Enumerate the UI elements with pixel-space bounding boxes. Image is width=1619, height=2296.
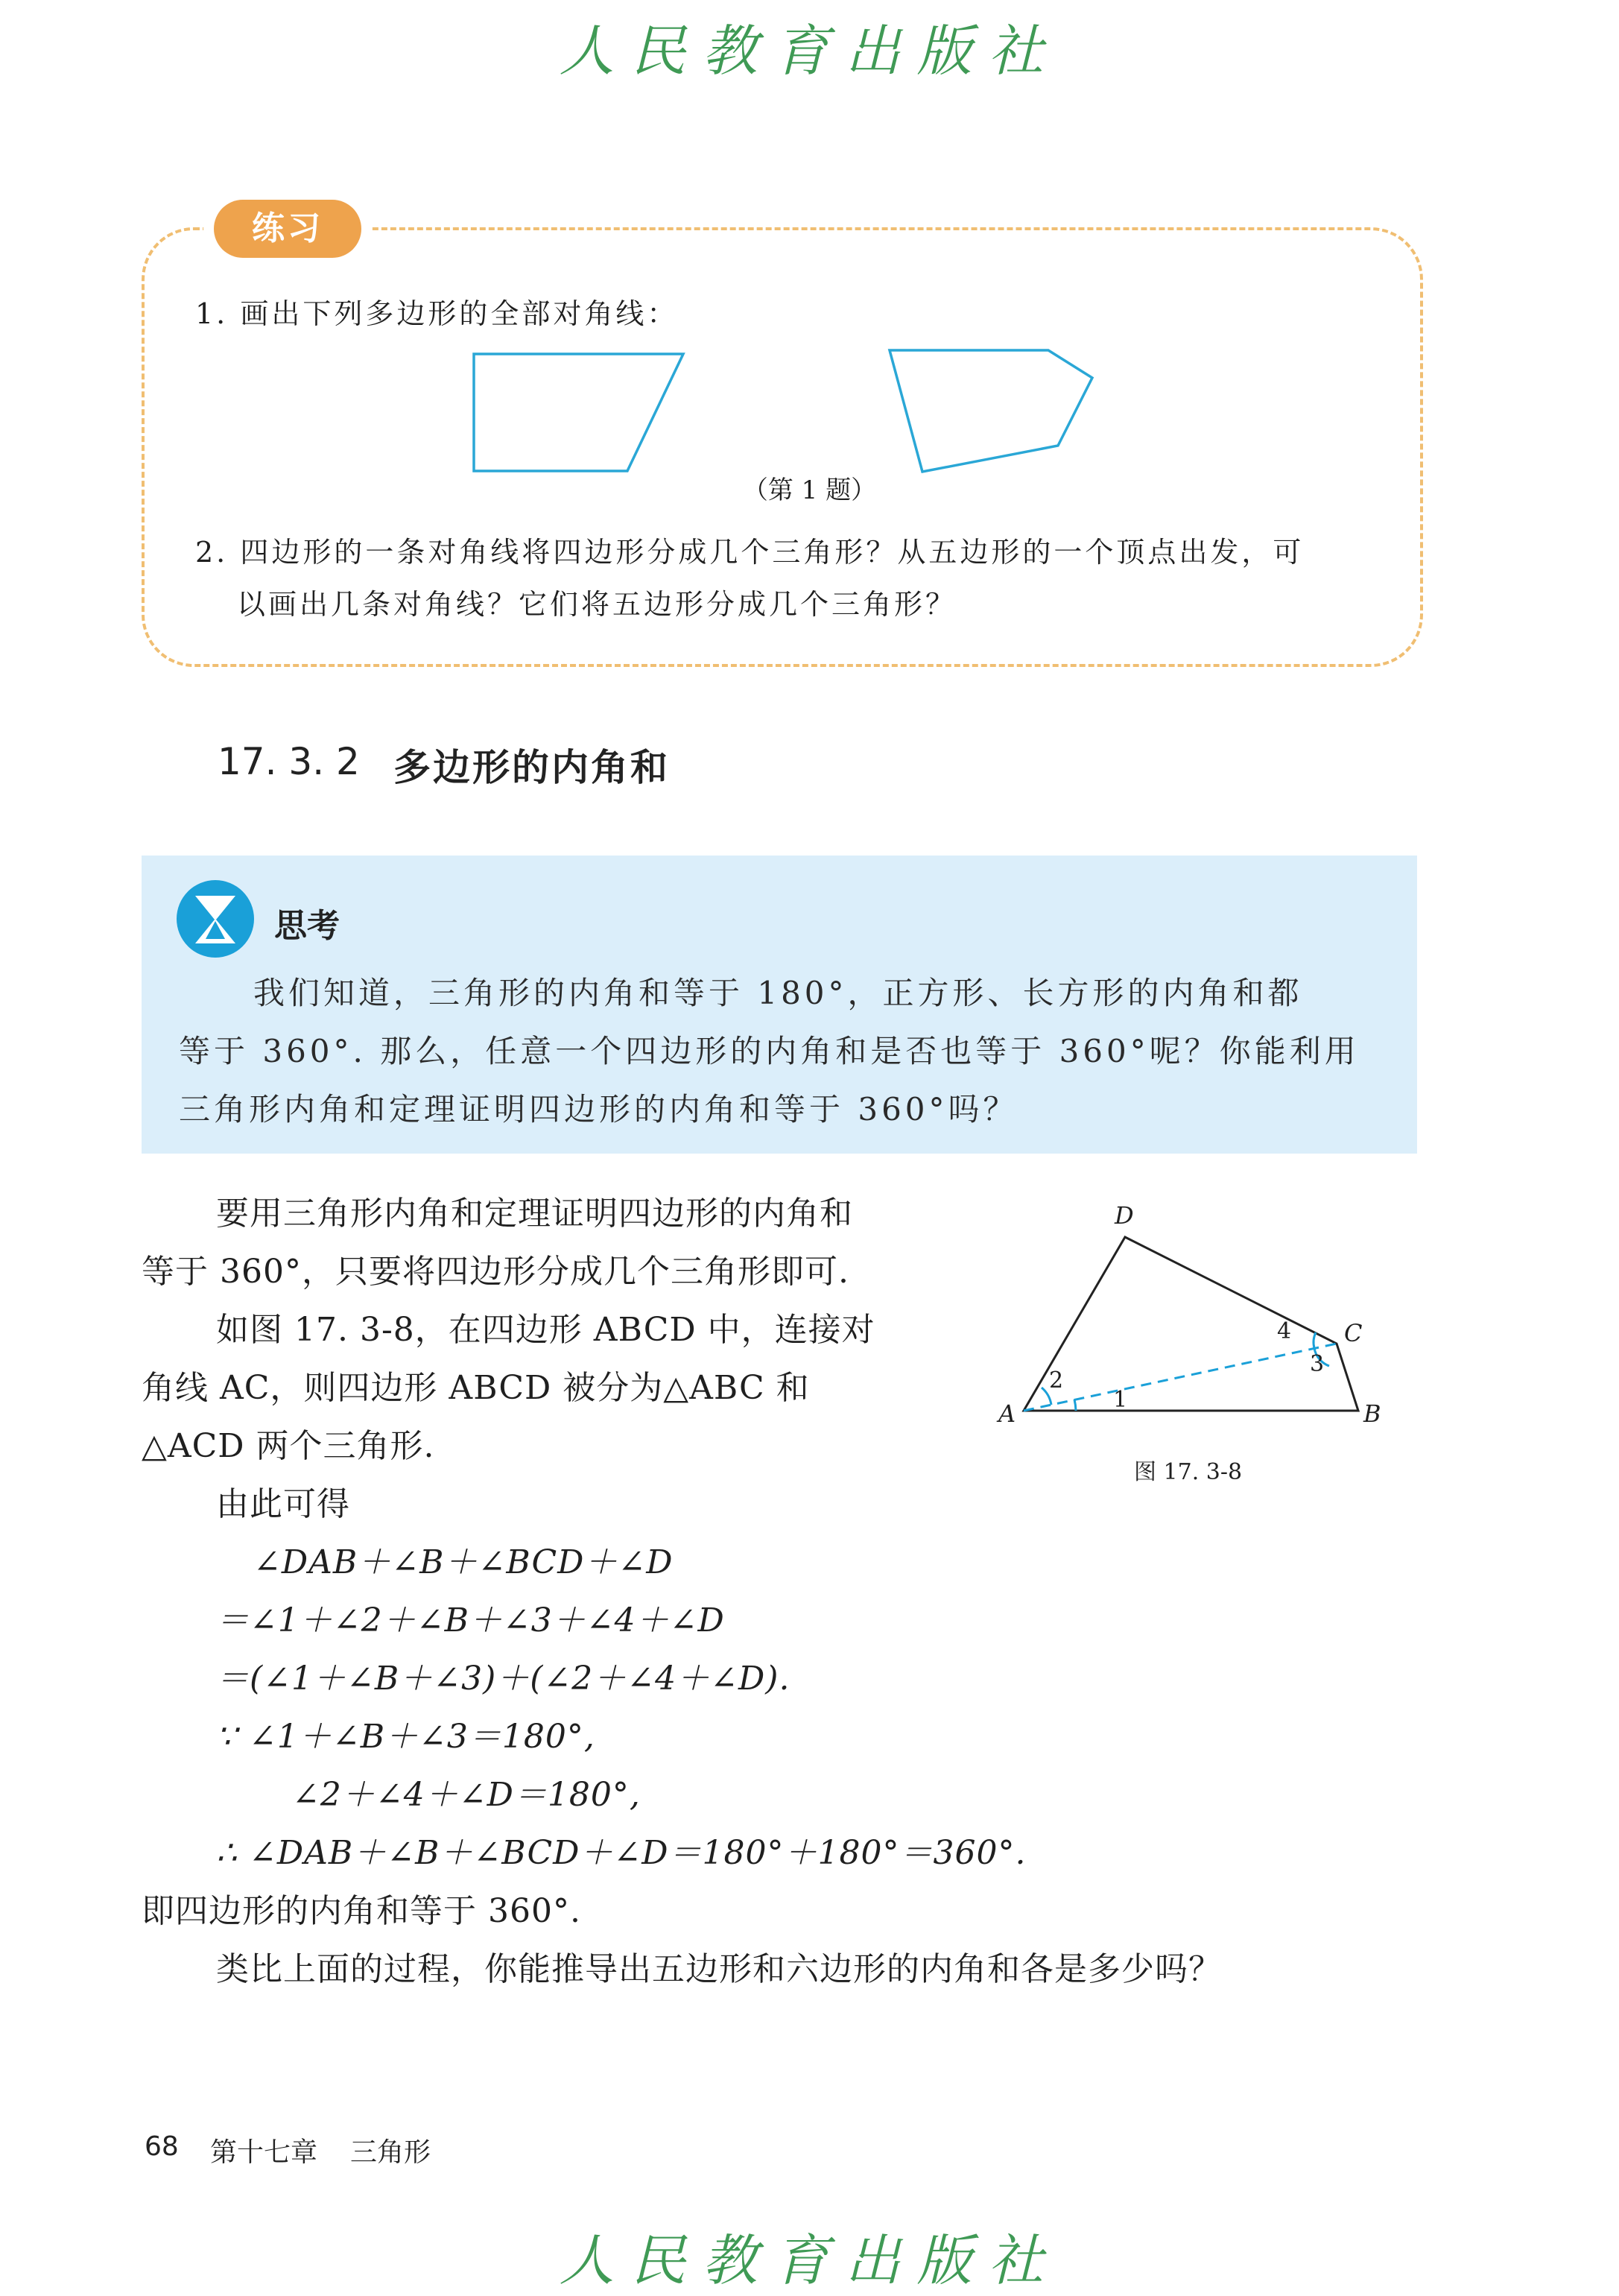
think-icon: [174, 878, 256, 960]
section-number: 17. 3. 2: [218, 740, 360, 783]
figure-17-3-8: [976, 1185, 1423, 1498]
math-line-1: ∠DAB＋∠B＋∠BCD＋∠D: [253, 1543, 674, 1581]
chapter-label: 第十七章: [210, 2137, 318, 2168]
think-line-3: 三角形内角和定理证明四边形的内角和等于 360°吗？: [179, 1091, 1018, 1128]
exercise-q2-line1: 2. 四边形的一条对角线将四边形分成几个三角形？从五边形的一个顶点出发，可: [195, 536, 1305, 569]
angle-label-3: 3: [1310, 1351, 1325, 1377]
angle-label-2: 2: [1049, 1367, 1064, 1394]
vertex-a: A: [998, 1400, 1016, 1428]
quadrilateral-abcd: [1024, 1237, 1358, 1411]
angle-arc-4: [1314, 1332, 1316, 1348]
math-line-2: ＝∠1＋∠2＋∠B＋∠3＋∠4＋∠D: [216, 1601, 725, 1639]
question-line: 类比上面的过程，你能推导出五边形和六边形的内角和各是多少吗？: [216, 1950, 1222, 1988]
angle-label-4: 4: [1277, 1318, 1292, 1344]
exercise-q1: 1. 画出下列多边形的全部对角线：: [195, 297, 679, 330]
section-title: 多边形的内角和: [393, 746, 670, 789]
math-line-5: ∠2＋∠4＋∠D＝180°,: [292, 1776, 641, 1814]
math-line-4: ∵ ∠1＋∠B＋∠3＝180°,: [216, 1718, 595, 1756]
body-line-6: 由此可得: [216, 1485, 350, 1523]
exercise-q2-line2: 以画出几条对角线？它们将五边形分成几个三角形？: [237, 588, 957, 621]
vertex-c: C: [1344, 1319, 1363, 1347]
exercise-polygons: [462, 339, 1103, 488]
vertex-d: D: [1115, 1201, 1134, 1230]
body-line-4: 角线 AC，则四边形 ABCD 被分为△ABC 和: [142, 1369, 810, 1407]
think-line-1: 我们知道，三角形的内角和等于 180°，正方形、长方形的内角和都: [253, 975, 1303, 1011]
angle-arc-1: [1074, 1400, 1076, 1411]
publisher-watermark-bottom: 人民教育出版社: [559, 2229, 1060, 2293]
quadrilateral-shape: [474, 354, 683, 471]
pentagon-shape: [890, 350, 1092, 472]
body-line-3: 如图 17. 3-8，在四边形 ABCD 中，连接对: [216, 1311, 875, 1349]
figure-caption: 图 17. 3-8: [1134, 1459, 1243, 1485]
math-line-3: ＝(∠1＋∠B＋∠3)＋(∠2＋∠4＋∠D).: [216, 1660, 791, 1698]
body-line-2: 等于 360°，只要将四边形分成几个三角形即可.: [142, 1253, 849, 1291]
conclusion-line: 即四边形的内角和等于 360°.: [142, 1892, 581, 1930]
exercise-q1-caption: （第 1 题）: [742, 475, 877, 505]
body-line-1: 要用三角形内角和定理证明四边形的内角和: [216, 1195, 853, 1233]
chapter-title: 三角形: [350, 2137, 431, 2168]
diagonal-ac: [1024, 1344, 1337, 1411]
think-line-2: 等于 360°. 那么，任意一个四边形的内角和是否也等于 360°呢？你能利用: [179, 1033, 1360, 1069]
page-number: 68: [145, 2131, 179, 2162]
exercise-tag: 练习: [214, 200, 361, 258]
math-line-6: ∴ ∠DAB＋∠B＋∠BCD＋∠D＝180°＋180°＝360°.: [216, 1834, 1027, 1872]
publisher-watermark-top: 人民教育出版社: [559, 19, 1060, 83]
angle-label-1: 1: [1113, 1387, 1128, 1413]
think-label: 思考: [274, 907, 340, 945]
body-line-5: △ACD 两个三角形.: [142, 1427, 435, 1465]
vertex-b: B: [1363, 1400, 1381, 1428]
